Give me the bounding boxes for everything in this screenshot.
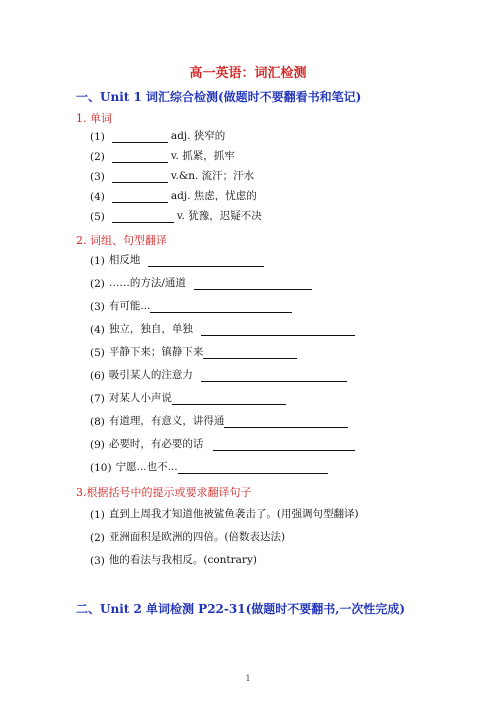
phrase-item: (10) 宁愿...也不... (90, 459, 331, 474)
phrase-item: (2) ……的方法/通道 (90, 275, 315, 290)
phrase-item: (7) 对某人小声说 (90, 390, 289, 405)
answer-blank[interactable] (213, 439, 355, 451)
answer-blank[interactable] (203, 347, 297, 359)
answer-blank[interactable] (150, 301, 292, 313)
word-item: (3) v.&n. 流汗；汗水 (90, 170, 255, 183)
answer-blank[interactable] (194, 278, 312, 290)
phrase-item: (8) 有道理，有意义，讲得通 (90, 413, 351, 428)
part-1-heading: 1. 单词 (76, 112, 112, 125)
phrase-item: (4) 独立，独自，单独 (90, 321, 358, 336)
sentence-item: (3) 他的看法与我相反。(contrary) (90, 554, 257, 567)
part-2-heading: 2. 词组、句型翻译 (76, 234, 167, 247)
word-item: (2) v. 抓紧，抓牢 (90, 150, 235, 163)
answer-blank[interactable] (172, 393, 286, 405)
phrase-item: (1) 相反地 (90, 252, 267, 267)
page-title: 高一英语：词汇检测 (189, 66, 307, 81)
sentence-item: (2) 亚洲面积是欧洲的四倍。(倍数表达法) (90, 531, 286, 544)
word-item: (1) adj. 狭窄的 (90, 130, 226, 143)
answer-blank[interactable] (112, 191, 168, 203)
answer-blank[interactable] (112, 151, 168, 163)
answer-blank[interactable] (112, 131, 168, 143)
phrase-item: (6) 吸引某人的注意力 (90, 367, 350, 382)
sentence-item: (1) 直到上周我才知道他被鲨鱼袭击了。(用强调句型翻译) (90, 508, 359, 521)
page-number: 1 (245, 674, 251, 683)
phrase-item: (3) 有可能... (90, 298, 295, 313)
section-1-heading: 一、Unit 1 词汇综合检测(做题时不要翻看书和笔记) (76, 90, 362, 104)
answer-blank[interactable] (112, 171, 168, 183)
word-item: (5) v. 犹豫，迟疑不决 (90, 210, 262, 223)
part-3-heading: 3.根据括号中的提示或要求翻译句子 (76, 486, 252, 499)
answer-blank[interactable] (112, 211, 174, 223)
answer-blank[interactable] (201, 324, 355, 336)
answer-blank[interactable] (224, 416, 348, 428)
answer-blank[interactable] (148, 255, 264, 267)
phrase-item: (9) 必要时，有必要的话 (90, 436, 358, 451)
word-item: (4) adj. 焦虑，忧虑的 (90, 190, 257, 203)
answer-blank[interactable] (178, 462, 328, 474)
section-2-heading: 二、Unit 2 单词检测 P22-31(做题时不要翻书,一次性完成) (76, 602, 406, 616)
phrase-item: (5) 平静下来；镇静下来 (90, 344, 300, 359)
answer-blank[interactable] (201, 370, 347, 382)
